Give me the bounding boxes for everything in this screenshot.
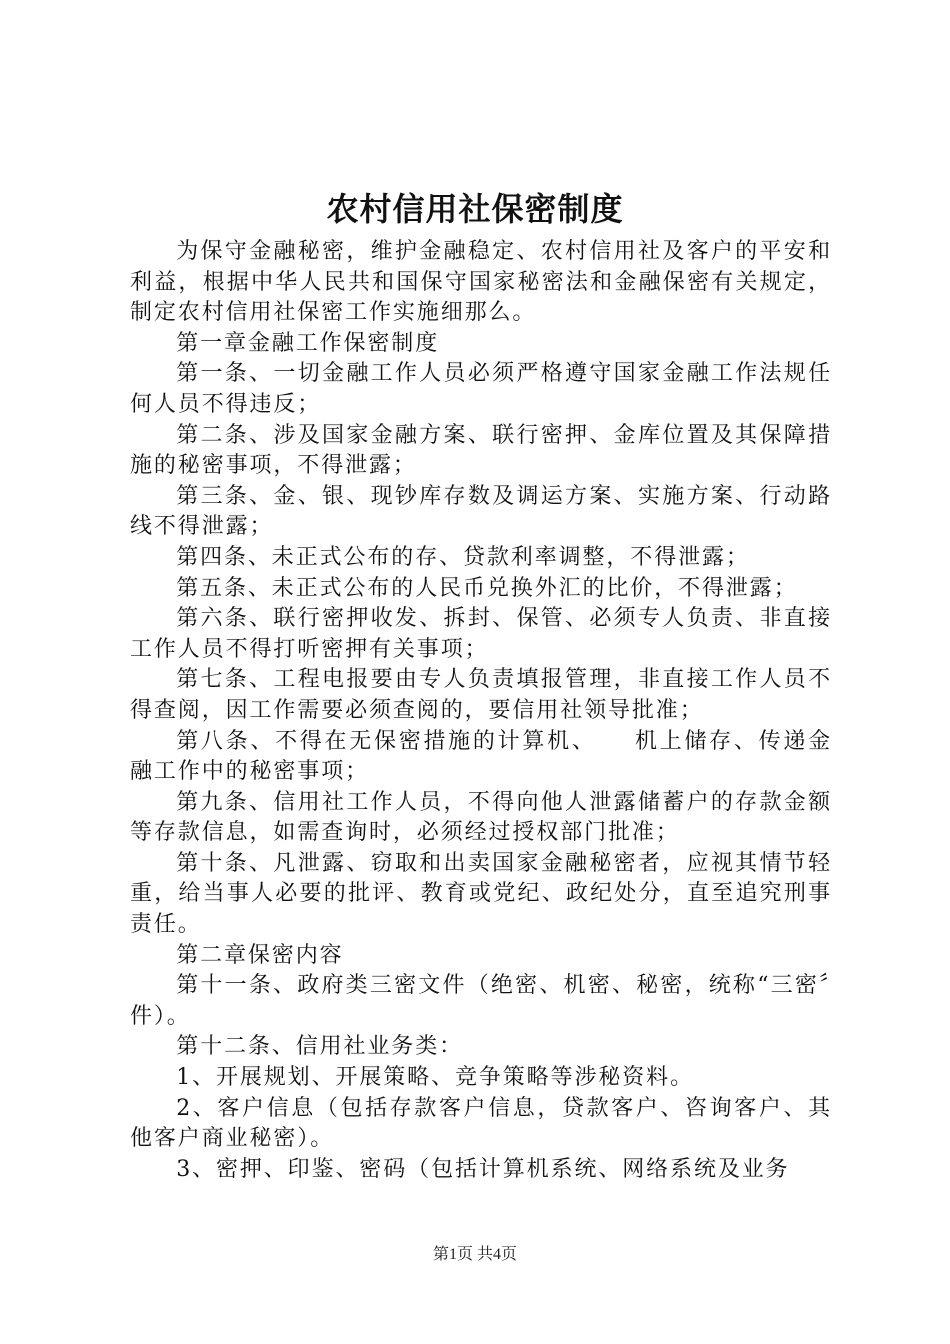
article-paragraph: 第四条、未正式公布的存、贷款利率调整，不得泄露； — [176, 544, 750, 570]
paragraph-intro: 为保守金融秘密，维护金融稳定、农村信用社及客户的平安和利益，根据中华人民共和国保守国家秘密法和金融保密有关规定，制定农村信用社保密工作实施细那么。 — [130, 239, 832, 326]
article-paragraph: 第二条、涉及国家金融方案、联行密押、金库位置及其保障措施的秘密事项，不得泄露； — [130, 422, 832, 479]
list-item: 1、开展规划、开展策略、竞争策略等涉秘资料。 — [176, 1065, 694, 1091]
document-body — [130, 237, 832, 1185]
article-paragraph: 第十条、凡泄露、窃取和出卖国家金融秘密者，应视其情节轻重，给当事人必要的批评、教育或党纪、政纪处分，直至追究刑事责任。 — [130, 850, 832, 938]
article-paragraph: 第七条、工程电报要由专人负责填报管理，非直接工作人员不得查阅，因工作需要必须查阅的，要信用社领导批准； — [130, 667, 832, 723]
document-title: 农村信用社保密制度 — [326, 190, 624, 228]
page-footer: 第1页 共4页 — [432, 1246, 517, 1263]
article-paragraph: 第三条、金、银、现钞库存数及调运方案、实施方案、行动路线不得泄露； — [130, 483, 832, 540]
article-paragraph: 第十二条、信用社业务类： — [176, 1034, 463, 1060]
article-paragraph: 第八条、不得在无保密措施的计算机、 机上储存、传递金融工作中的秘密事项； — [130, 728, 832, 785]
chapter-heading: 第一章金融工作保密制度 — [176, 330, 440, 356]
article-paragraph: 第五条、未正式公布的人民币兑换外汇的比价，不得泄露； — [176, 575, 798, 601]
article-paragraph: 第十一条、政府类三密文件（绝密、机密、秘密，统称“三密〞件）。 — [130, 973, 832, 1029]
list-item: 2、客户信息（包括存款客户信息，贷款客户、咨询客户、其他客户商业秘密）。 — [130, 1095, 832, 1152]
article-paragraph: 第九条、信用社工作人员，不得向他人泄露储蓄户的存款金额等存款信息，如需查询时，必须经过授权部门批准； — [130, 789, 832, 846]
article-paragraph: 第一条、一切金融工作人员必须严格遵守国家金融工作法规任何人员不得违反； — [130, 361, 832, 417]
list-item: 3、密押、印鉴、密码（包括计算机系统、网络系统及业务 — [176, 1156, 790, 1182]
article-paragraph: 第六条、联行密押收发、拆封、保管、必须专人负责、非直接工作人员不得打听密押有关事项； — [130, 606, 832, 662]
chapter-heading: 第二章保密内容 — [176, 942, 344, 968]
